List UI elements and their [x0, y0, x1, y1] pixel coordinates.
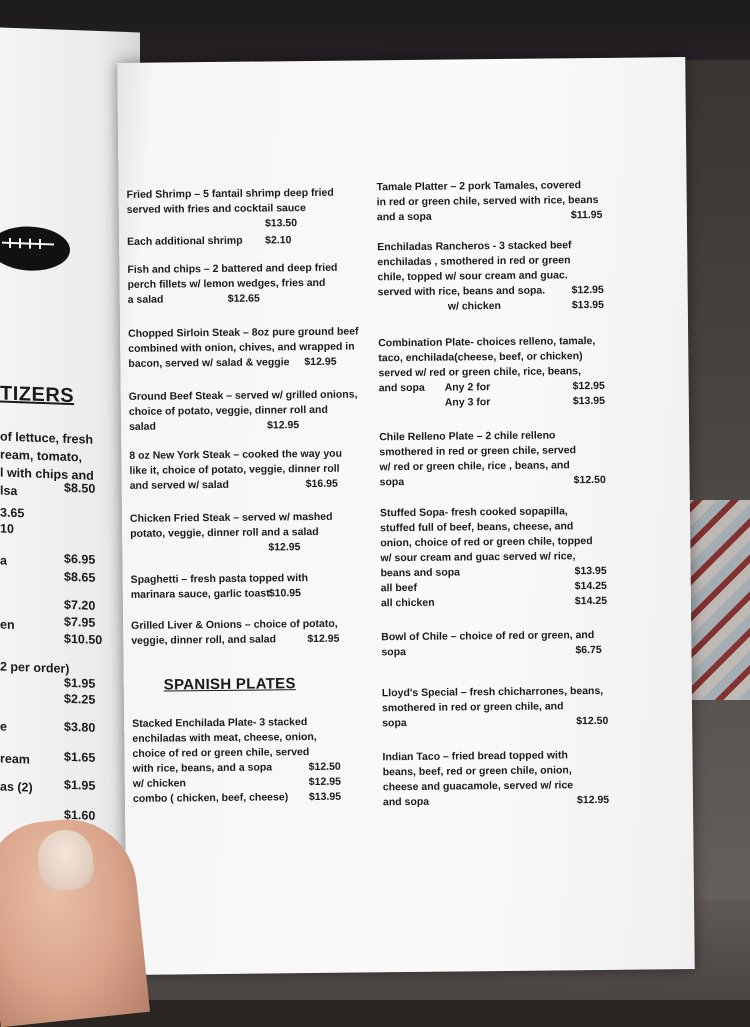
item-description: Stuffed Sopa- fresh cooked sopapilla,	[379, 505, 568, 520]
left-line: en	[0, 617, 15, 633]
item-description: Enchiladas Rancheros - 3 stacked beef	[377, 239, 572, 254]
item-price: $11.95	[570, 208, 603, 222]
item-description: with rice, beans, and a sopa	[132, 761, 273, 775]
item-description: Fish and chips – 2 battered and deep fried	[127, 261, 338, 276]
item-description: cheese and guacamole, served w/ rice	[382, 779, 574, 794]
item-price: $10.95	[268, 587, 301, 600]
left-line: a	[0, 553, 7, 568]
menu-item-bowl-of-chile	[381, 628, 621, 661]
item-description: veggie, dinner roll, and salad	[131, 633, 277, 647]
left-line: of lettuce, fresh	[0, 429, 94, 447]
menu-item-stacked-enchilada	[132, 715, 358, 807]
item-description: smothered in red or green chile, and	[381, 700, 564, 715]
item-description: salad	[128, 420, 156, 433]
item-description: w/ sour cream and guac served w/ rice,	[380, 550, 576, 565]
item-description: w/ red or green chile, rice , beans, and	[379, 459, 570, 474]
option-price: $12.95	[572, 379, 605, 393]
option-price: $13.95	[571, 298, 604, 312]
left-line: 10	[0, 521, 14, 537]
item-description: Chicken Fried Steak – served w/ mashed	[129, 510, 333, 525]
item-description: stuffed full of beef, beans, cheese, and	[380, 520, 574, 535]
item-description: Bowl of Chile – choice of red or green, and	[381, 629, 595, 644]
item-description: Each additional shrimp	[127, 234, 243, 248]
item-price: $12.50	[573, 473, 606, 487]
item-description: sopa	[381, 646, 407, 659]
option-label: all beef	[380, 581, 418, 595]
item-description: Chile Relleno Plate – 2 chile relleno	[379, 429, 556, 444]
left-price: $1.65	[64, 749, 96, 765]
item-description: combined with onion, chives, and wrapped in	[128, 340, 355, 355]
item-description: perch fillets w/ lemon wedges, fries and	[127, 276, 326, 291]
menu-item-tamale-platter	[376, 178, 616, 226]
left-price: $1.95	[64, 777, 96, 793]
item-description: and sopa	[382, 795, 430, 809]
item-price: $13.50	[264, 217, 298, 230]
item-description: potato, veggie, dinner roll and a salad	[130, 525, 319, 540]
appetizers-heading: TIZERS	[0, 382, 75, 408]
option-price: $14.25	[574, 594, 608, 608]
item-description: chile, topped w/ sour cream and guac.	[377, 269, 568, 284]
menu-item-chicken-fried-steak	[130, 510, 355, 557]
item-description: Ground Beef Steak – served w/ grilled onions,	[128, 388, 358, 403]
left-price: $6.95	[64, 551, 96, 567]
left-price: $1.60	[64, 807, 96, 823]
item-description: Spaghetti – fresh pasta topped with	[130, 572, 309, 586]
option-label: combo ( chicken, beef, cheese)	[132, 791, 289, 805]
item-description: onion, choice of red or green chile, topped	[380, 535, 593, 550]
option-label: Any 3 for	[444, 396, 491, 409]
menu-item-spaghetti	[131, 571, 356, 603]
item-description: a salad	[127, 293, 164, 306]
left-price: $10.50	[64, 631, 103, 648]
item-description: served with rice, beans and sopa.	[377, 284, 546, 299]
item-description: smothered in red or green chile, served	[379, 444, 577, 459]
item-description: and served w/ salad	[129, 478, 229, 492]
menu-item-additional-shrimp	[127, 233, 352, 250]
left-line: as (2)	[0, 779, 33, 795]
option-label: w/ chicken	[447, 299, 501, 313]
option-label: Any 2 for	[444, 381, 491, 394]
football-icon	[0, 222, 72, 275]
item-price: $12.65	[227, 292, 260, 305]
menu-page	[117, 57, 695, 975]
item-price: $16.95	[305, 477, 338, 491]
item-description: marinara sauce, garlic toast	[130, 587, 270, 601]
item-price: $13.95	[574, 564, 607, 578]
left-price: $1.95	[64, 675, 96, 691]
item-description: Tamale Platter – 2 pork Tamales, covered	[376, 179, 582, 194]
item-description: like it, choice of potato, veggie, dinner roll	[129, 462, 340, 477]
option-price: $14.25	[574, 579, 607, 593]
menu-item-grilled-liver	[131, 617, 356, 649]
item-price: $12.50	[576, 714, 609, 728]
item-description: Grilled Liver & Onions – choice of potato,	[131, 617, 338, 632]
item-price: $12.95	[268, 541, 301, 554]
item-description: sopa	[379, 476, 405, 489]
menu-item-chopped-sirloin	[128, 325, 359, 372]
menu-item-lloyds-special	[382, 684, 622, 732]
item-description: 8 oz New York Steak – cooked the way you	[129, 447, 343, 462]
item-price: $6.75	[575, 643, 602, 657]
menu-item-ground-beef-steak	[128, 388, 358, 435]
item-description: and a sopa	[376, 210, 432, 224]
menu-item-chile-relleno	[379, 428, 620, 491]
item-price: $12.95	[571, 283, 604, 297]
left-line: 3.65	[0, 505, 25, 521]
left-price: $8.65	[64, 569, 96, 585]
left-line: l with chips and	[0, 465, 94, 483]
menu-item-fried-shrimp	[127, 186, 352, 233]
option-price: $12.95	[308, 775, 341, 789]
left-price: $3.80	[64, 719, 96, 735]
left-line: lsa	[0, 483, 18, 499]
item-description: choice of potato, veggie, dinner roll and	[128, 403, 328, 418]
item-description: enchiladas , smothered in red or green	[377, 254, 571, 269]
item-price: $12.95	[266, 419, 300, 432]
item-price: $12.95	[307, 632, 340, 646]
left-line: e	[0, 719, 7, 734]
item-description: served with fries and cocktail sauce	[126, 202, 307, 216]
left-line: 2 per order)	[0, 659, 70, 676]
item-price: $12.50	[308, 760, 341, 774]
item-description: enchiladas with meat, cheese, onion,	[132, 730, 317, 745]
menu-item-stuffed-sopa	[380, 504, 621, 612]
item-description: Chopped Sirloin Steak – 8oz pure ground beef	[128, 325, 359, 340]
item-description: sopa	[382, 717, 407, 730]
left-price: $7.95	[64, 614, 96, 630]
option-price: $13.95	[572, 394, 605, 408]
menu-item-combination-plate	[378, 334, 619, 412]
menu-item-enchiladas-rancheros	[377, 238, 618, 316]
item-description: Stacked Enchilada Plate- 3 stacked	[132, 716, 308, 730]
item-description: and sopa	[378, 381, 425, 395]
item-price: $12.95	[304, 355, 337, 369]
option-price: $13.95	[308, 790, 342, 804]
item-description: Fried Shrimp – 5 fantail shrimp deep fried	[126, 186, 334, 201]
item-description: beans, beef, red or green chile, onion,	[382, 764, 572, 779]
left-price: $8.50	[64, 480, 96, 496]
item-price: $2.10	[265, 234, 292, 247]
left-price: $7.20	[64, 597, 96, 613]
item-description: served w/ red or green chile, rice, beans,	[378, 365, 582, 380]
item-price: $12.95	[576, 793, 610, 807]
option-label: all chicken	[380, 596, 435, 610]
item-description: Indian Taco – fried bread topped with	[382, 749, 568, 764]
left-price: $2.25	[64, 691, 96, 707]
item-description: beans and sopa	[380, 566, 461, 580]
item-description: in red or green chile, served with rice, beans	[376, 193, 599, 209]
left-line: ream	[0, 751, 30, 767]
option-label: w/ chicken	[132, 777, 186, 790]
menu-item-new-york-steak	[129, 447, 354, 494]
item-description: bacon, served w/ salad & veggie	[128, 356, 290, 370]
menu-item-fish-and-chips	[127, 261, 352, 308]
menu-item-indian-taco	[382, 748, 623, 811]
item-description: taco, enchilada(cheese, beef, or chicken)	[378, 350, 583, 365]
left-line: ream, tomato,	[0, 447, 82, 465]
item-description: Lloyd's Special – fresh chicharrones, beans,	[381, 684, 604, 700]
item-description: Combination Plate- choices relleno, tamale,	[378, 335, 596, 350]
item-description: choice of red or green chile, served	[132, 746, 310, 760]
spanish-plates-heading: SPANISH PLATES	[163, 675, 296, 694]
